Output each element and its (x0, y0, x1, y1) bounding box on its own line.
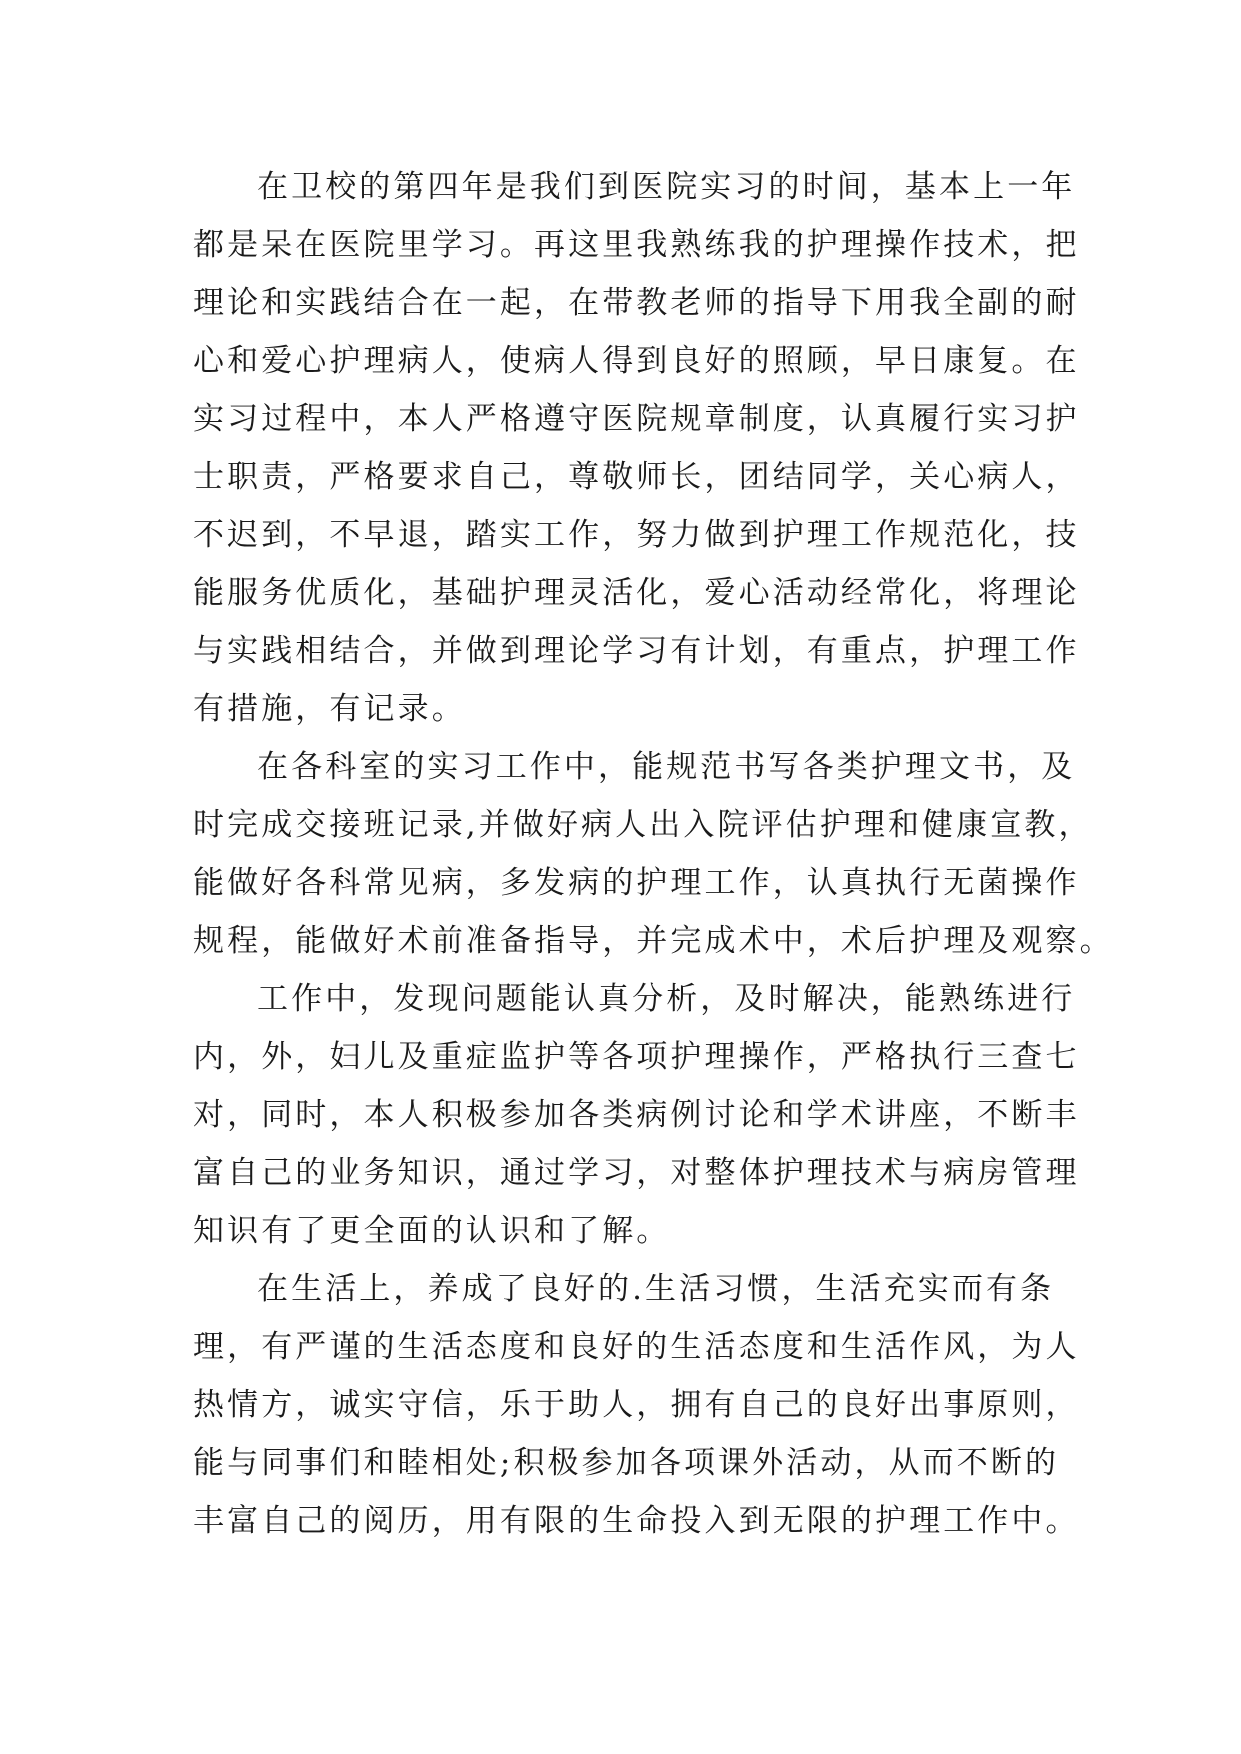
text-line: 知识有了更全面的认识和了解。 (193, 1213, 671, 1249)
text-line: 富自己的业务知识，通过学习，对整体护理技术与病房管理 (193, 1155, 1080, 1191)
text-line: 与实践相结合，并做到理论学习有计划，有重点，护理工作 (193, 633, 1080, 669)
text-line: 在生活上，养成了良好的.生活习惯，生活充实而有条 (257, 1271, 1055, 1307)
text-line: 有措施，有记录。 (193, 691, 466, 727)
text-line: 能服务优质化，基础护理灵活化，爱心活动经常化，将理论 (193, 575, 1080, 611)
text-line: 理，有严谨的生活态度和良好的生活态度和生活作风，为人 (193, 1329, 1080, 1365)
text-line: 热情方，诚实守信，乐于助人，拥有自己的良好出事原则， (193, 1387, 1080, 1423)
text-line: 能与同事们和睦相处;积极参加各项课外活动，从而不断的 (193, 1445, 1060, 1481)
text-line: 理论和实践结合在一起，在带教老师的指导下用我全副的耐 (193, 285, 1080, 321)
text-line: 规程，能做好术前准备指导，并完成术中，术后护理及观察。 (193, 923, 1114, 959)
text-line: 士职责，严格要求自己，尊敬师长，团结同学，关心病人， (193, 459, 1080, 495)
text-line: 时完成交接班记录,并做好病人出入院评估护理和健康宣教， (193, 807, 1093, 843)
text-line: 实习过程中，本人严格遵守医院规章制度，认真履行实习护 (193, 401, 1080, 437)
text-line: 心和爱心护理病人，使病人得到良好的照顾，早日康复。在 (193, 343, 1080, 379)
paragraph-4 (193, 1260, 1080, 1550)
text-line: 在各科室的实习工作中，能规范书写各类护理文书，及 (257, 749, 1076, 785)
text-line: 都是呆在医院里学习。再这里我熟练我的护理操作技术，把 (193, 227, 1080, 263)
text-line: 丰富自己的阅历，用有限的生命投入到无限的护理工作中。 (193, 1503, 1080, 1539)
text-line: 能做好各科常见病，多发病的护理工作，认真执行无菌操作 (193, 865, 1080, 901)
text-line: 对，同时，本人积极参加各类病例讨论和学术讲座，不断丰 (193, 1097, 1080, 1133)
paragraph-1 (193, 158, 1080, 738)
text-line: 工作中，发现问题能认真分析，及时解决，能熟练进行 (257, 981, 1076, 1017)
text-line: 内，外，妇儿及重症监护等各项护理操作，严格执行三查七 (193, 1039, 1080, 1075)
text-line: 不迟到，不早退，踏实工作，努力做到护理工作规范化，技 (193, 517, 1080, 553)
paragraph-3 (193, 970, 1080, 1260)
paragraph-2 (193, 738, 1114, 970)
text-line: 在卫校的第四年是我们到医院实习的时间，基本上一年 (257, 169, 1076, 205)
document-body (193, 158, 1114, 1550)
